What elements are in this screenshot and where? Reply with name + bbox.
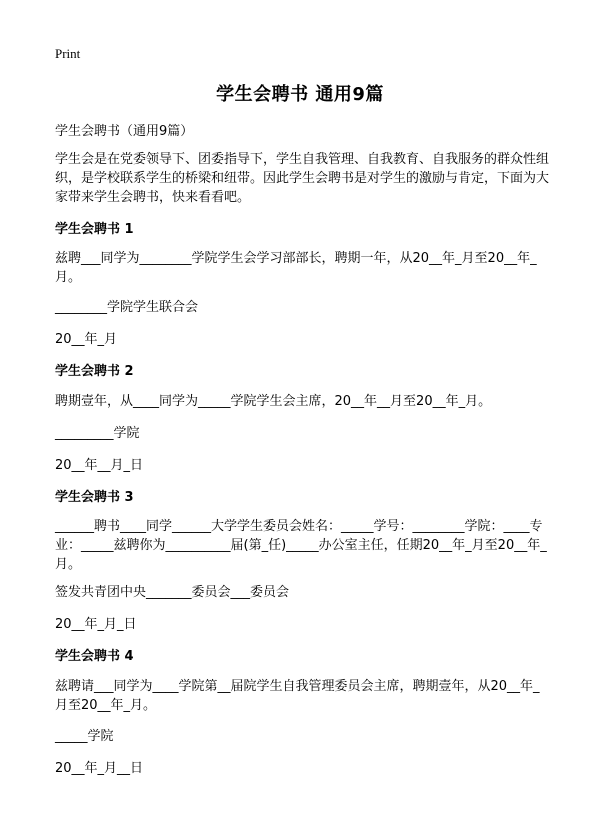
section-body-4: 兹聘请___同学为____学院第__届院学生自我管理委员会主席，聘期壹年，从20__年_月至20__年_月。 xyxy=(55,679,540,713)
section-date-3: 20__年_月_日 xyxy=(55,617,137,632)
section-org-3: 签发共青团中央_______委员会___委员会 xyxy=(55,585,290,600)
intro-paragraph: 学生会是在党委领导下、团委指导下，学生自我管理、自我教育、自我服务的群众性组织，是学校联系学生的桥梁和纽带。因此学生会聘书是对学生的激励与肯定，下面为大家带来学生会聘书，快来看看吧。 xyxy=(55,152,550,205)
section-heading-2: 学生会聘书 2 xyxy=(55,364,134,379)
section-org-4: _____学院 xyxy=(55,729,114,744)
section-heading-1: 学生会聘书 1 xyxy=(55,222,134,237)
section-org-2: _________学院 xyxy=(55,426,140,441)
section-date-1: 20__年_月 xyxy=(55,332,118,347)
section-body-1: 兹聘___同学为________学院学生会学习部部长，聘期一年，从20__年_月至20__年_月。 xyxy=(55,251,537,285)
document-subtitle: 学生会聘书（通用9篇） xyxy=(55,124,194,139)
section-date-4: 20__年_月__日 xyxy=(55,761,144,776)
section-heading-4: 学生会聘书 4 xyxy=(55,649,134,664)
section-org-1: ________学院学生联合会 xyxy=(55,300,199,315)
section-heading-3: 学生会聘书 3 xyxy=(55,490,134,505)
document-title: 学生会聘书 通用9篇 xyxy=(216,84,384,105)
section-date-2: 20__年__月_日 xyxy=(55,458,144,473)
print-link[interactable]: Print xyxy=(55,46,81,61)
section-body-3: ______聘书____同学______大学学生委员会姓名：_____学号：________学院：____专业：_____兹聘你为__________届(第_任)_____办公室主任，任期20__年_月至20__年_月。 xyxy=(55,519,547,572)
section-body-2: 聘期壹年，从____同学为_____学院学生会主席，20__年__月至20__年_月。 xyxy=(55,394,492,409)
